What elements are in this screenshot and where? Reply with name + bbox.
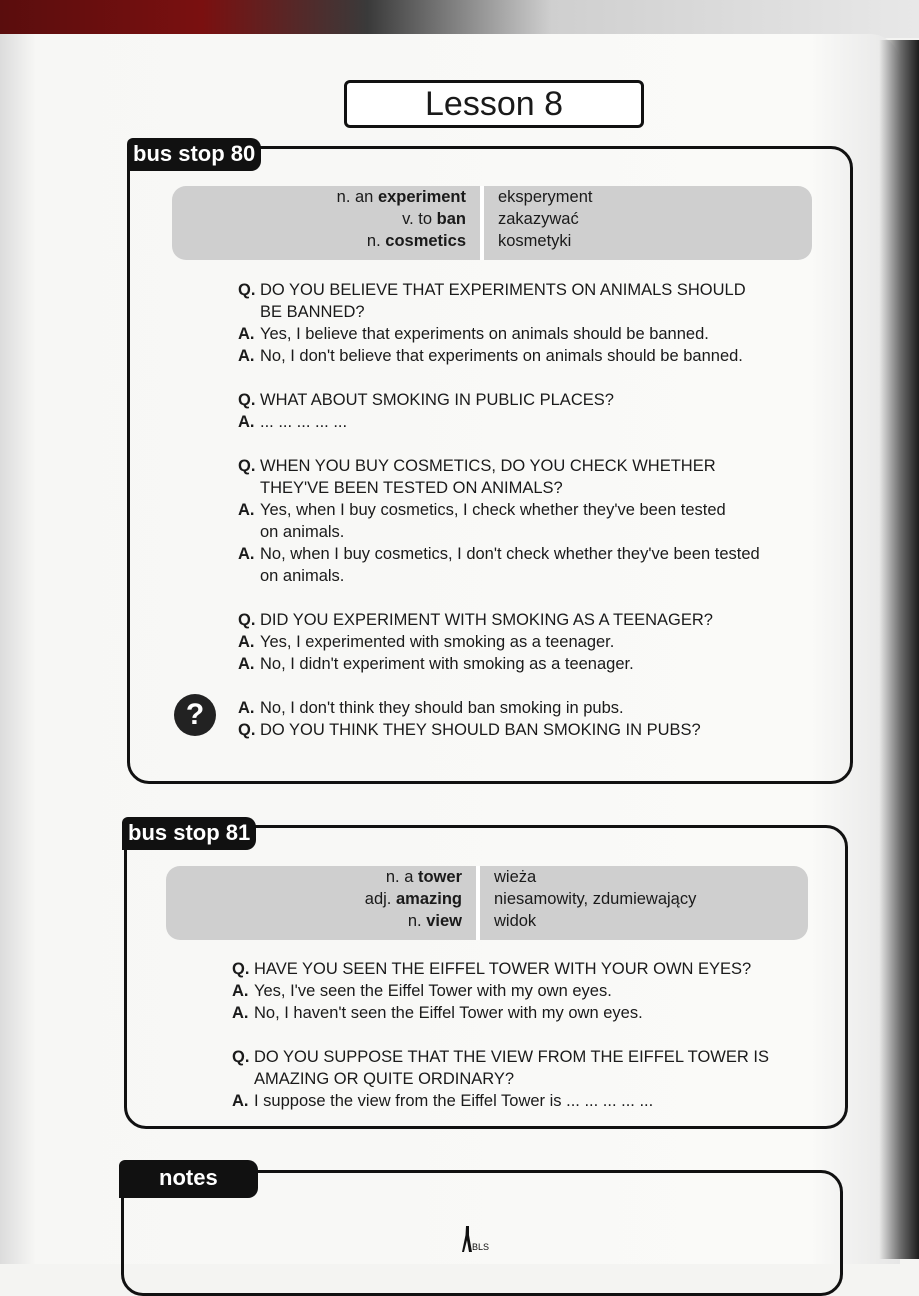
spacer <box>238 367 828 389</box>
qa-label: A. <box>238 347 255 365</box>
qa-text: on animals. <box>260 523 345 541</box>
qa-text: DO YOU THINK THEY SHOULD BAN SMOKING IN PUBS? <box>260 721 701 739</box>
qa-line <box>238 543 828 565</box>
qa-text: BE BANNED? <box>260 303 365 321</box>
vocab-word: cosmetics <box>385 232 466 250</box>
vocab-prefix: adj. <box>364 890 392 908</box>
qa-label: Q. <box>238 457 256 475</box>
vocab-word: ban <box>436 210 466 228</box>
qa-line <box>232 1002 832 1024</box>
qa-text: No, when I buy cosmetics, I don't check whether they've been tested <box>260 545 760 563</box>
qa-label: A. <box>238 633 255 651</box>
vocab-word: experiment <box>377 188 466 206</box>
question-icon: ? <box>174 694 216 736</box>
bus-stop-80-tab: bus stop 80 <box>127 138 261 171</box>
qa-line <box>238 411 828 433</box>
vocab-word: tower <box>417 868 462 886</box>
qa-label: A. <box>238 501 255 519</box>
vocab-prefix: n. <box>366 232 381 250</box>
vocab-prefix: n. a <box>385 868 414 886</box>
walking-figure-icon <box>462 1226 472 1252</box>
qa-line <box>238 565 828 587</box>
vocab-prefix: v. to <box>402 210 433 228</box>
top-scan-strip <box>0 0 919 38</box>
qa-line <box>232 1090 832 1112</box>
qa-line <box>238 455 828 477</box>
qa-line <box>238 345 828 367</box>
vocab-translation: zakazywać <box>498 210 579 228</box>
page-binding-shadow <box>879 40 919 1259</box>
qa-text: No, I didn't experiment with smoking as a teenager. <box>260 655 634 673</box>
qa-line <box>232 1068 832 1090</box>
qa-line <box>238 323 828 345</box>
qa-line <box>238 697 828 719</box>
qa-line <box>238 389 828 411</box>
bus-stop-81-tab: bus stop 81 <box>122 817 256 850</box>
spacer <box>238 587 828 609</box>
qa-line <box>238 631 828 653</box>
qa-label: A. <box>238 699 255 717</box>
qa-line <box>238 301 828 323</box>
vocab-word: amazing <box>395 890 462 908</box>
qa-text: ... ... ... ... ... <box>260 413 348 431</box>
qa-line <box>238 279 828 301</box>
bus-stop-81-vocab <box>166 866 808 940</box>
qa-line <box>238 477 828 499</box>
vocab-translation: widok <box>494 912 537 930</box>
vocab-translation: kosmetyki <box>498 232 572 250</box>
qa-label: A. <box>238 325 255 343</box>
logo-text: BLS <box>472 1242 490 1252</box>
qa-text: WHEN YOU BUY COSMETICS, DO YOU CHECK WHETHER <box>260 457 716 475</box>
qa-line <box>232 980 832 1002</box>
spacer <box>238 675 828 697</box>
qa-label: Q. <box>238 611 256 629</box>
qa-label: A. <box>232 1092 249 1110</box>
qa-label: A. <box>238 545 255 563</box>
qa-label: Q. <box>238 281 256 299</box>
spacer <box>232 1024 832 1046</box>
bus-stop-80-vocab <box>172 186 812 260</box>
qa-text: I suppose the view from the Eiffel Tower is ... ... ... ... ... <box>254 1092 654 1110</box>
qa-label: A. <box>238 413 255 431</box>
qa-text: on animals. <box>260 567 345 585</box>
qa-label: Q. <box>232 1048 250 1066</box>
qa-line <box>238 719 828 741</box>
notes-tab: notes <box>119 1160 258 1198</box>
qa-text: HAVE YOU SEEN THE EIFFEL TOWER WITH YOUR OWN EYES? <box>254 960 752 978</box>
qa-text: AMAZING OR QUITE ORDINARY? <box>254 1070 515 1088</box>
vocab-prefix: n. an <box>336 188 374 206</box>
qa-text: Yes, when I buy cosmetics, I check whether they've been tested <box>260 501 726 519</box>
qa-text: No, I haven't seen the Eiffel Tower with my own eyes. <box>254 1004 643 1022</box>
vocab-term <box>166 910 462 932</box>
vocab-word: view <box>426 912 462 930</box>
vocab-term <box>172 208 466 230</box>
qa-label: A. <box>232 1004 249 1022</box>
qa-text: THEY'VE BEEN TESTED ON ANIMALS? <box>260 479 563 497</box>
qa-text: WHAT ABOUT SMOKING IN PUBLIC PLACES? <box>260 391 614 409</box>
qa-text: Yes, I've seen the Eiffel Tower with my own eyes. <box>254 982 612 1000</box>
qa-label: A. <box>232 982 249 1000</box>
spacer <box>238 433 828 455</box>
vocab-term <box>166 888 462 910</box>
qa-line <box>232 1046 832 1068</box>
qa-line <box>238 499 828 521</box>
qa-text: DID YOU EXPERIMENT WITH SMOKING AS A TEENAGER? <box>260 611 713 629</box>
qa-text: Yes, I believe that experiments on animals should be banned. <box>260 325 709 343</box>
publisher-logo <box>462 1226 489 1252</box>
qa-label: A. <box>238 655 255 673</box>
vocab-term <box>166 866 462 888</box>
qa-label: Q. <box>238 721 256 739</box>
bus-stop-80-questions <box>238 279 828 741</box>
qa-line <box>232 958 832 980</box>
qa-label: Q. <box>238 391 256 409</box>
qa-line <box>238 521 828 543</box>
qa-text: Yes, I experimented with smoking as a teenager. <box>260 633 615 651</box>
qa-text: DO YOU BELIEVE THAT EXPERIMENTS ON ANIMALS SHOULD <box>260 281 746 299</box>
vocab-term <box>172 230 466 252</box>
vocab-translation: wieża <box>494 868 537 886</box>
qa-line <box>238 609 828 631</box>
qa-text: No, I don't believe that experiments on animals should be banned. <box>260 347 743 365</box>
vocab-translation: eksperyment <box>498 188 593 206</box>
qa-label: Q. <box>232 960 250 978</box>
vocab-prefix: n. <box>407 912 422 930</box>
qa-line <box>238 653 828 675</box>
lesson-title: Lesson 8 <box>344 80 644 128</box>
qa-text: DO YOU SUPPOSE THAT THE VIEW FROM THE EIFFEL TOWER IS <box>254 1048 769 1066</box>
bus-stop-81-questions <box>232 958 832 1112</box>
qa-text: No, I don't think they should ban smoking in pubs. <box>260 699 624 717</box>
vocab-term <box>172 186 466 208</box>
vocab-translation: niesamowity, zdumiewający <box>494 890 697 908</box>
